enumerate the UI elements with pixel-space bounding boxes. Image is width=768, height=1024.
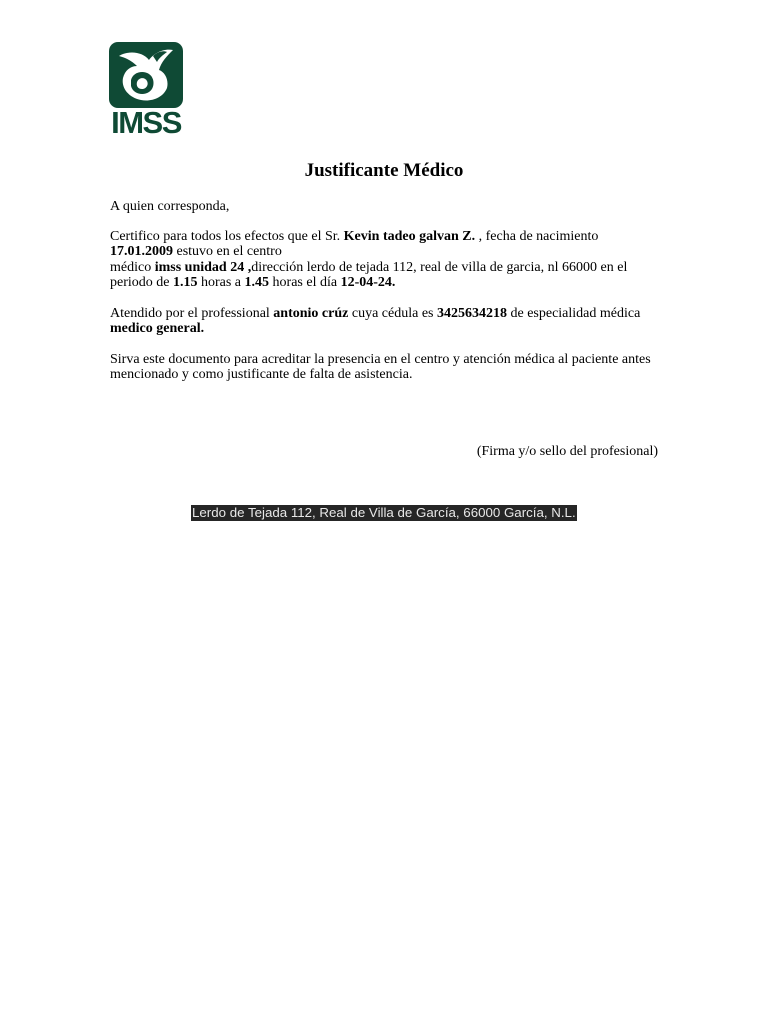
cert-text: Certifico para todos los efectos que el Sr. [110, 229, 344, 244]
greeting: A quien corresponda, [110, 199, 230, 214]
logo-text: IMSS [111, 105, 181, 140]
certification-paragraph [110, 229, 666, 290]
footer-address: Lerdo de Tejada 112, Real de Villa de García, 66000 García, N.L. [192, 505, 576, 520]
attended-text: Atendido por el professional [110, 306, 274, 321]
time-from: 1.15 [172, 274, 198, 290]
cert-text: médico [110, 259, 155, 275]
cert-text: horas a [197, 274, 245, 290]
cert-text: estuvo en el centro [173, 244, 282, 260]
cert-text: , fecha de nacimiento [475, 229, 599, 244]
patient-name: Kevin tadeo galvan Z. [343, 229, 476, 244]
attended-text: cuya cédula es [348, 306, 437, 321]
doctor-license: 3425634218 [436, 306, 507, 321]
document-title: Justificante Médico [304, 160, 464, 181]
attended-paragraph [110, 306, 666, 337]
cert-text: dirección lerdo de tejada 112, real de villa de garcia, nl 66000 en el periodo de [110, 259, 628, 290]
birth-date: 17.01.2009 [110, 244, 173, 260]
visit-date: 12-04-24. [340, 274, 396, 290]
doctor-name: antonio crúz [273, 306, 349, 321]
purpose-paragraph: Sirva este documento para acreditar la presencia en el centro y atención médica al paciente antes mencionado y como justificante de falta de asistencia. [110, 352, 651, 383]
attended-text: de especialidad médica [506, 306, 641, 321]
signature-line: (Firma y/o sello del profesional) [476, 444, 658, 459]
imss-eagle-emblem-icon [109, 42, 183, 108]
time-to: 1.45 [244, 274, 270, 290]
medical-center: imss unidad 24 , [154, 259, 252, 275]
doctor-specialty: medico general. [110, 321, 205, 337]
cert-text: horas el día [269, 274, 341, 290]
imss-logo [109, 42, 183, 140]
